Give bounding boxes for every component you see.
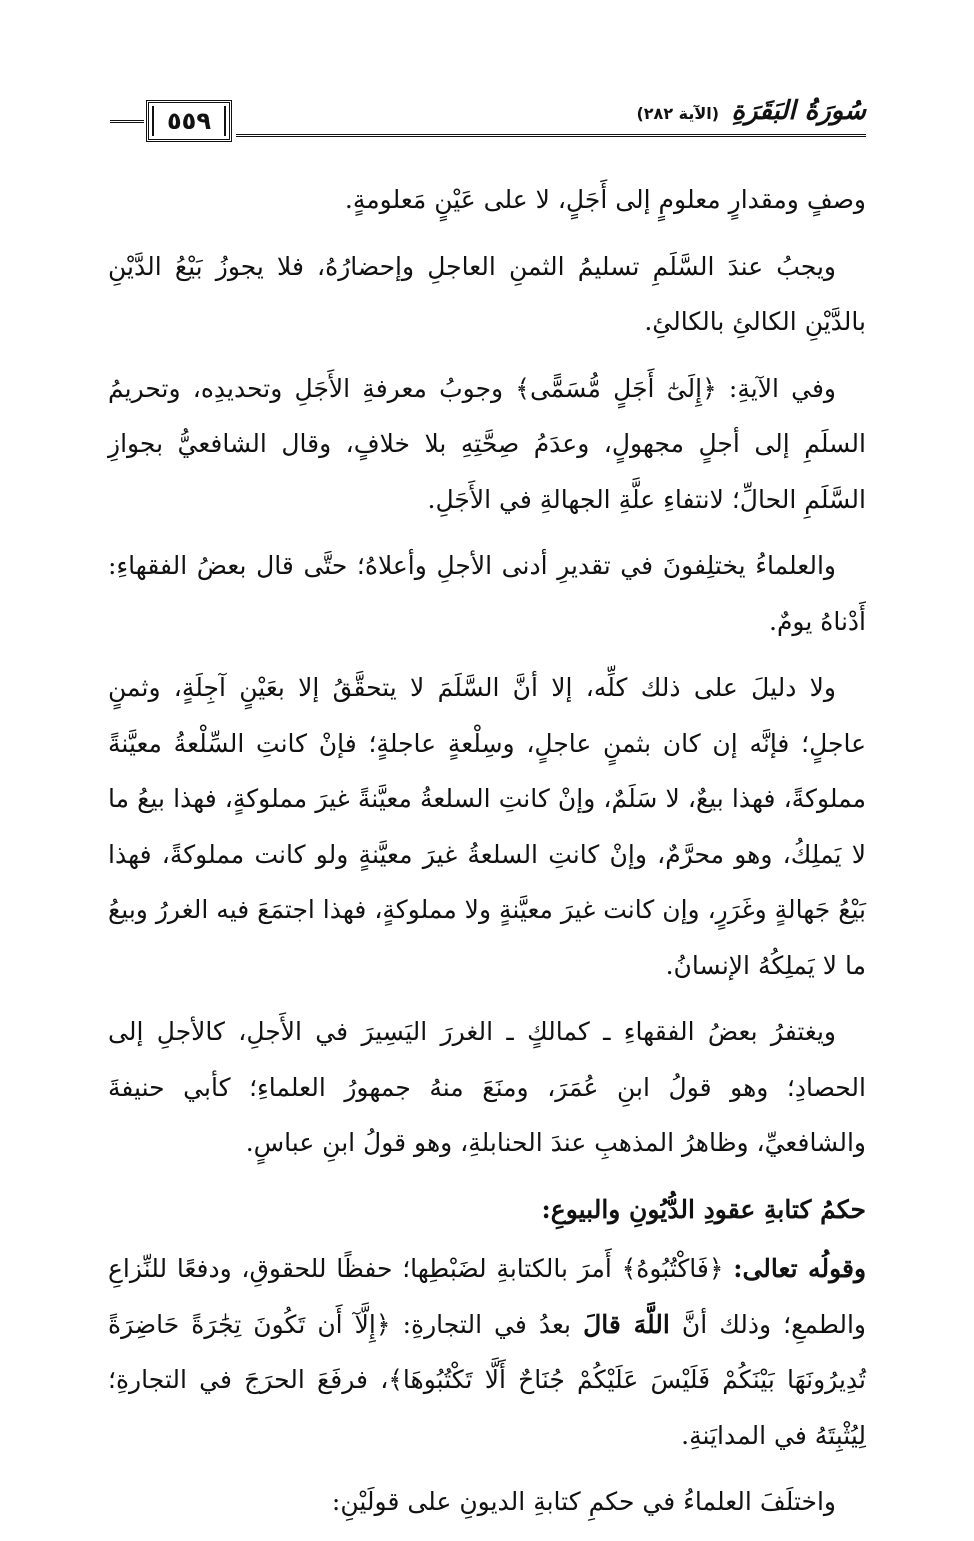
- quran-quote-1: ﴿فَاكْتُبُوهُ﴾: [621, 1254, 724, 1283]
- surah-name: سُورَةُ البَقَرَةِ: [731, 96, 866, 126]
- paragraph-7-text-3: ، فرفَعَ الحرَجَ في التجارةِ؛ لِيُثْبِتَهُ في المدايَنةِ.: [108, 1365, 866, 1450]
- allah-said: اللَّهَ قالَ: [583, 1309, 670, 1339]
- paragraph-8: واختلَفَ العلماءُ في حكمِ كتابةِ الديونِ على قولَيْنِ:: [331, 1487, 836, 1516]
- paragraph-7-lead: وقولُه تعالى:: [733, 1254, 867, 1283]
- paragraph-7-text-2: بعدُ في التجارةِ:: [402, 1309, 572, 1339]
- ayah-label: (الآية ٢٨٢): [636, 104, 720, 123]
- section-heading: حكمُ كتابةِ عقودِ الدُّيُونِ والبيوعِ:: [541, 1194, 866, 1224]
- paragraph-2: ويجبُ عندَ السَّلَمِ تسليمُ الثمنِ العاجلِ وإحضارُهُ، فلا يجوزُ بَيْعُ الدَّيْنِ بالدَّيْنِ الكالئِ بالكالئِ.: [108, 251, 866, 336]
- page-body: [108, 172, 866, 1541]
- page-header: [110, 96, 866, 156]
- paragraph-7: [108, 1241, 866, 1463]
- header-rule-right: [236, 134, 866, 137]
- paragraph-5: ولا دليلَ على ذلك كلِّه، إلا أنَّ السَّلَمَ لا يتحقَّقُ إلا بعَيْنٍ آجِلَةٍ، وثمنٍ عاجلٍ؛ فإنَّه إن كان بثمنٍ عاجلٍ، وسِلْعةٍ عاجلةٍ؛ فإنْ كانتِ السِّلْعةُ معيَّنةً مملوكةً، فهذا بيعٌ، لا سَلَمٌ، وإنْ كانتِ السلعةُ معيَّنةً غيرَ مملوكةٍ، فهذا بيعُ ما لا يَملِكُ، وهو محرَّمٌ، وإنْ كانتِ السلعةُ غيرَ معيَّنةٍ ولو كانت مملوكةً، فهذا بَيْعُ جَهالةٍ وغَرَرٍ، وإن كانت غيرَ معيَّنةٍ ولا مملوكةٍ، فهذا اجتمَعَ فيه الغررُ وبيعُ ما لا يَملِكُهُ الإنسانُ.: [108, 673, 866, 980]
- paragraph-1: وصفٍ ومقدارٍ معلومٍ إلى أَجَلٍ، لا على عَيْنٍ مَعلومةٍ.: [344, 185, 866, 214]
- paragraph-3: وفي الآيةِ: ﴿إِلَىٰٓ أَجَلٍ مُّسَمًّى﴾ وجوبُ معرفةِ الأَجَلِ وتحديدِه، وتحريمُ السلَمِ إلى أجلٍ مجهولٍ، وعدَمُ صِحَّتِهِ بلا خلافٍ، وقال الشافعيُّ بجوازِ السَّلَمِ الحالِّ؛ لانتفاءِ علَّةِ الجهالةِ في الأَجَلِ.: [108, 373, 866, 514]
- header-rule-left: [110, 120, 144, 123]
- quran-quote-2: ﴿إِلَّآ أَن تَكُونَ تِجَٰرَةً حَاضِرَةً تُدِيرُونَهَا بَيْنَكُمْ فَلَيْسَ عَلَيْكُمْ جُنَاحٌ أَلَّا تَكْتُبُوهَا﴾: [108, 1309, 866, 1394]
- page-number: ٥٥٩: [146, 100, 232, 142]
- surah-title: [636, 96, 866, 126]
- paragraph-6: ويغتفرُ بعضُ الفقهاءِ ـ كمالكٍ ـ الغررَ اليَسِيرَ في الأَجلِ، كالأجلِ إلى الحصادِ؛ وهو قولُ ابنِ عُمَرَ، ومنَعَ منهُ جمهورُ العلماءِ؛ كأبي حنيفةَ والشافعيِّ، وظاهرُ المذهبِ عندَ الحنابلةِ، وهو قولُ ابنِ عباسٍ.: [108, 1017, 866, 1157]
- paragraph-4: والعلماءُ يختلِفونَ في تقديرِ أدنى الأجلِ وأعلاهُ؛ حتَّى قال بعضُ الفقهاءِ: أَدْناهُ يومٌ.: [108, 551, 866, 636]
- paragraph-7-text-1: أَمرَ بالكتابةِ لضَبْطِها؛ حفظًا للحقوقِ، ودفعًا للنِّزاعِ والطمعِ؛ وذلك أنَّ: [108, 1254, 866, 1339]
